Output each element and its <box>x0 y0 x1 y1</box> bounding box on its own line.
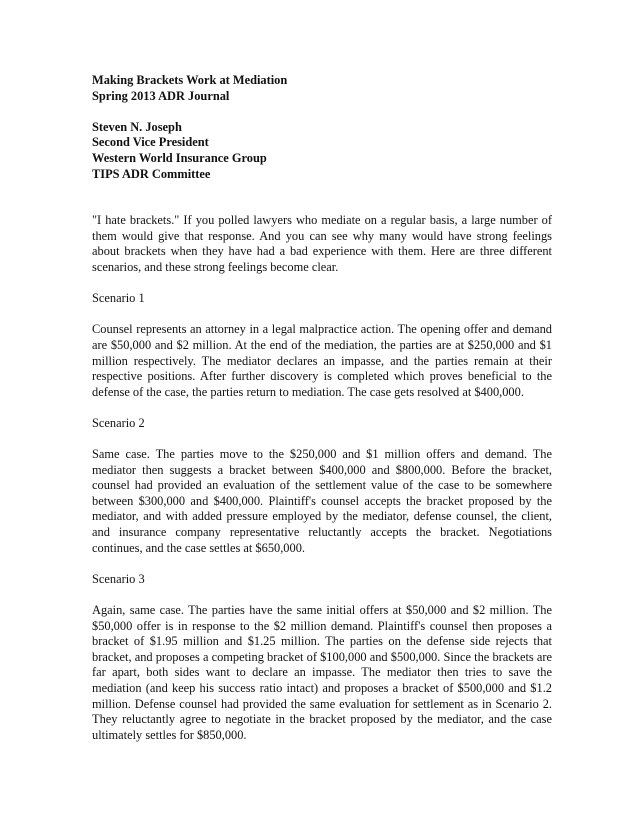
author-info <box>92 120 552 182</box>
author-committee: TIPS ADR Committee <box>92 166 211 181</box>
document-content <box>92 73 552 759</box>
publication-name: Spring 2013 ADR Journal <box>92 88 230 103</box>
article-title: Making Brackets Work at Mediation <box>92 73 288 87</box>
intro-paragraph: "I hate brackets." If you polled lawyers who mediate on a regular basis, a large number of them would give that response. And you can see why many would have strong feelings about brackets when they have had a bad experience with them. Here are three different scenarios, and these strong feelings become clear. <box>92 213 552 274</box>
author-company: Western World Insurance Group <box>92 150 267 165</box>
scenario-1-heading: Scenario 1 <box>92 291 145 306</box>
author-name: Steven N. Joseph <box>92 119 182 134</box>
scenario-1-paragraph: Counsel represents an attorney in a legal malpractice action. The opening offer and demand are $50,000 and $2 million. At the end of the mediation, the parties are at $250,000 and $1 million respectively. The mediator declares an impasse, and the parties remain at their respective positions. After further discovery is completed which proves beneficial to the defense of the case, the parties return to mediation. The case gets resolved at $400,000. <box>92 322 552 399</box>
author-position: Second Vice President <box>92 135 209 150</box>
scenario-3-heading: Scenario 3 <box>92 571 145 586</box>
scenario-3-paragraph: Again, same case. The parties have the same initial offers at $50,000 and $2 million. The $50,000 offer is in response to the $2 million demand. Plaintiff's counsel then proposes a bracket of $1.95 million and $1.25 million. The parties on the defense side rejects that bracket, and proposes a competing bracket of $100,000 and $500,000. Since the brackets are far apart, both sides want to declare an impasse. The mediator then tries to save the mediation (and keep his success ratio intact) and proposes a bracket of $500,000 and $1.2 million. Defense counsel had provided the same evaluation for settlement as in Scenario 2. They reluctantly agree to negotiate in the bracket proposed by the mediator, and the case ultimately settles for $850,000. <box>92 603 552 742</box>
scenario-2-heading: Scenario 2 <box>92 415 145 430</box>
scenario-2-paragraph: Same case. The parties move to the $250,000 and $1 million offers and demand. The mediator then suggests a bracket between $400,000 and $800,000. Before the bracket, counsel had provided an evaluation of the settlement value of the case to be somewhere between $300,000 and $400,000. Plaintiff's counsel accepts the bracket proposed by the mediator, and with added pressure employed by the mediator, defense counsel, the client, and insurance company representative reluctantly accepts the bracket. Negotiations continues, and the case settles at $650,000. <box>92 447 552 555</box>
article-header <box>92 73 552 104</box>
